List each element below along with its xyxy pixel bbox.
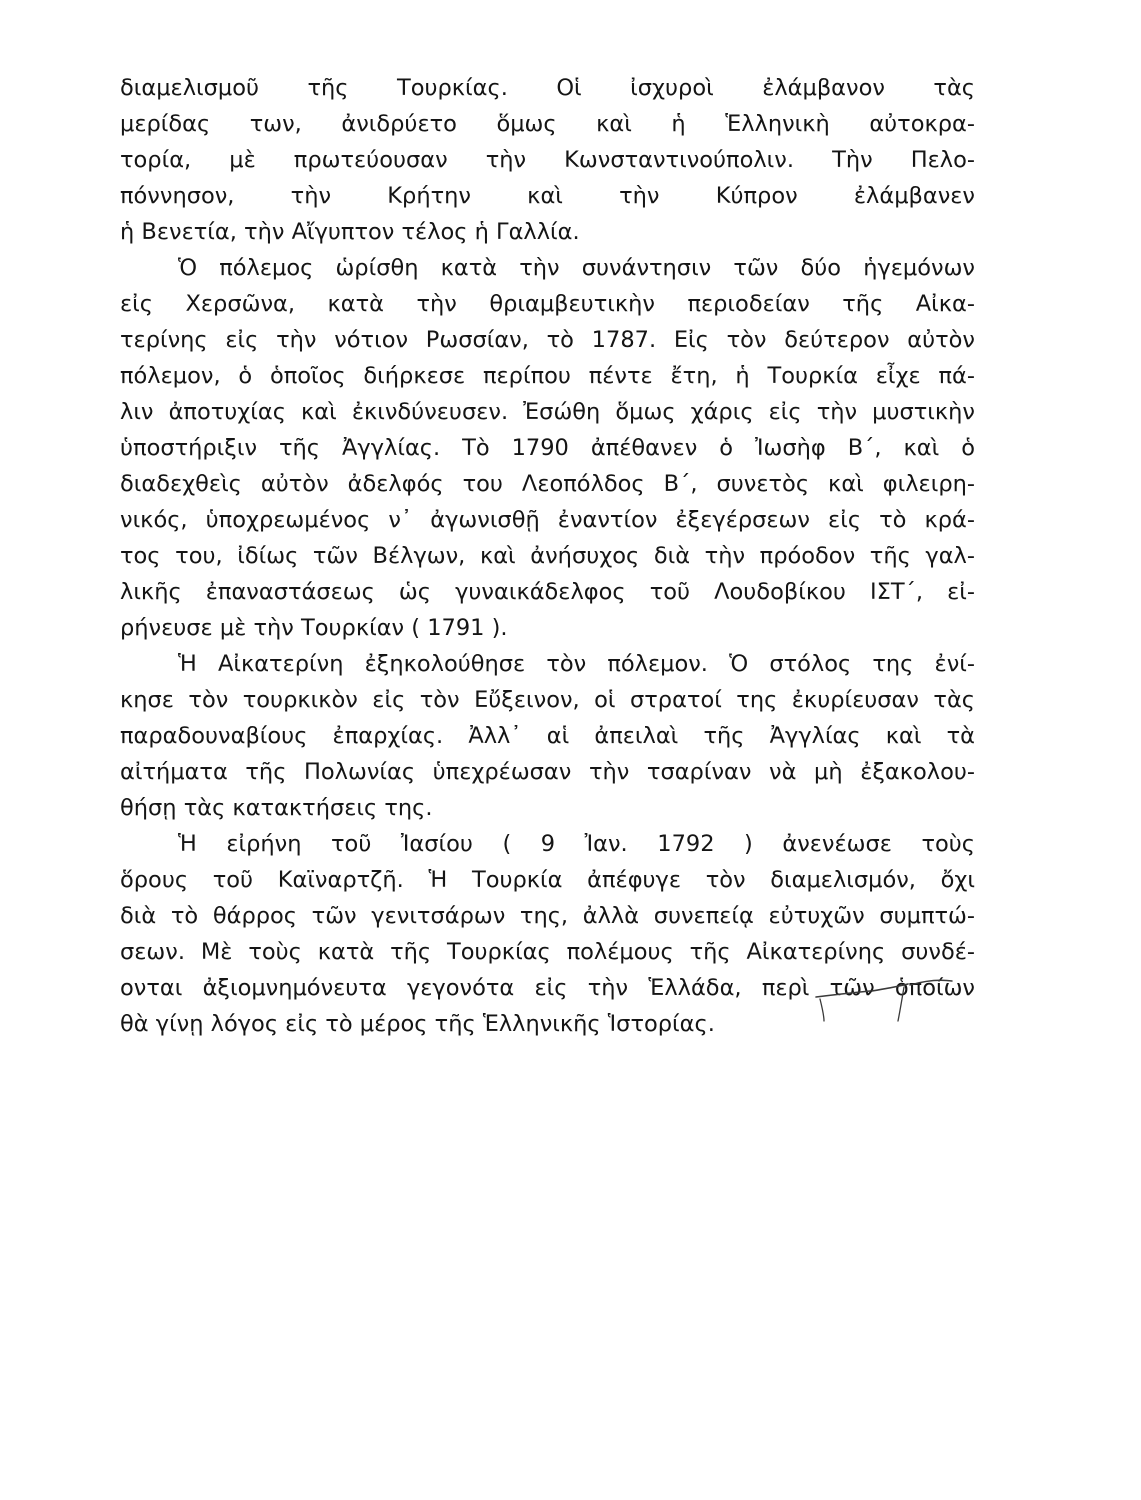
- text-line-17: Ἡ Αἰκατερίνη ἐξηκολούθησε τὸν πόλεμον. Ὁ στόλος της ἐνί-: [178, 651, 975, 677]
- flourish-stroke-2: [820, 999, 824, 1021]
- flourish-stroke-3: [872, 984, 908, 991]
- text-line-1: διαμελισμοῦ τῆς Τουρκίας. Οἱ ἰσχυροὶ ἐλάμβανον τὰς: [120, 75, 975, 101]
- text-line-2: μερίδας των, ἀνιδρύετο ὅμως καὶ ἡ Ἑλληνικὴ αὐτοκρα-: [120, 111, 975, 137]
- text-line-27: θὰ γίνῃ λόγος εἰς τὸ μέρος τῆς Ἑλληνικῆς Ἱστορίας.: [120, 1011, 715, 1037]
- text-line-22: Ἡ εἰρήνη τοῦ Ἰασίου ( 9 Ἰαν. 1792 ) ἀνενέωσε τοὺς: [178, 831, 975, 857]
- text-line-18: κησε τὸν τουρκικὸν εἰς τὸν Εὔξεινον, οἱ στρατοί της ἐκυρίευσαν τὰς: [120, 687, 975, 713]
- flourish-stroke-5: [910, 980, 952, 985]
- text-line-14: τος του, ἰδίως τῶν Βέλγων, καὶ ἀνήσυχος διὰ τὴν πρόοδον τῆς γαλ-: [120, 543, 975, 569]
- text-line-20: αἰτήματα τῆς Πολωνίας ὑπεχρέωσαν τὴν τσαρίναν νὰ μὴ ἐξακολου-: [120, 759, 975, 785]
- text-line-5: ἡ Βενετία, τὴν Αἴγυπτον τέλος ἡ Γαλλία.: [120, 219, 580, 245]
- text-line-13: νικός, ὑποχρεωμένος ν᾽ ἀγωνισθῇ ἐναντίον ἐξεγέρσεων εἰς τὸ κρά-: [120, 507, 975, 533]
- flourish-stroke-4: [898, 987, 904, 1021]
- text-line-8: τερίνης εἰς τὴν νότιον Ρωσσίαν, τὸ 1787. Εἰς τὸν δεύτερον αὐτὸν: [120, 327, 975, 353]
- text-line-6: Ὁ πόλεμος ὡρίσθη κατὰ τὴν συνάντησιν τῶν δύο ἡγεμόνων: [178, 255, 975, 281]
- text-line-4: πόννησον, τὴν Κρήτην καὶ τὴν Κύπρον ἐλάμβανεν: [120, 183, 975, 209]
- text-line-11: ὑποστήριξιν τῆς Ἀγγλίας. Τὸ 1790 ἀπέθανεν ὁ Ἰωσὴφ Β΄, καὶ ὁ: [120, 435, 975, 461]
- text-line-15: λικῆς ἐπαναστάσεως ὡς γυναικάδελφος τοῦ Λουδοβίκου ΙΣΤ΄, εἰ-: [120, 579, 975, 605]
- text-line-7: εἰς Χερσῶνα, κατὰ τὴν θριαμβευτικὴν περιοδείαν τῆς Αἰκα-: [120, 291, 975, 317]
- text-line-26: ονται ἀξιομνημόνευτα γεγονότα εἰς τὴν Ἑλλάδα, περὶ τῶν ὁποίων: [120, 975, 975, 1001]
- text-line-25: σεων. Μὲ τοὺς κατὰ τῆς Τουρκίας πολέμους τῆς Αἰκατερίνης συνδέ-: [120, 939, 975, 965]
- text-line-21: θήσῃ τὰς κατακτήσεις της.: [120, 795, 433, 821]
- text-line-12: διαδεχθεὶς αὐτὸν ἀδελφός του Λεοπόλδος Β΄, συνετὸς καὶ φιλειρη-: [120, 471, 975, 497]
- text-line-16: ρήνευσε μὲ τὴν Τουρκίαν ( 1791 ).: [120, 615, 508, 641]
- text-line-3: τορία, μὲ πρωτεύουσαν τὴν Κωνσταντινούπολιν. Τὴν Πελο-: [120, 147, 975, 173]
- text-line-19: παραδουναβίους ἐπαρχίας. Ἀλλ᾽ αἱ ἀπειλαὶ τῆς Ἀγγλίας καὶ τὰ: [120, 723, 975, 749]
- text-line-9: πόλεμον, ὁ ὁποῖος διήρκεσε περίπου πέντε ἔτη, ἡ Τουρκία εἶχε πά-: [120, 363, 975, 389]
- text-line-23: ὅρους τοῦ Καϊναρτζῆ. Ἡ Τουρκία ἀπέφυγε τὸν διαμελισμόν, ὄχι: [120, 867, 975, 893]
- text-line-24: διὰ τὸ θάρρος τῶν γενιτσάρων της, ἀλλὰ συνεπείᾳ εὐτυχῶν συμπτώ-: [120, 903, 975, 929]
- text-line-10: λιν ἀποτυχίας καὶ ἐκινδύνευσεν. Ἐσώθη ὅμως χάρις εἰς τὴν μυστικὴν: [120, 399, 975, 425]
- flourish-stroke-1: [816, 991, 870, 997]
- end-flourish-mark: [812, 975, 962, 1035]
